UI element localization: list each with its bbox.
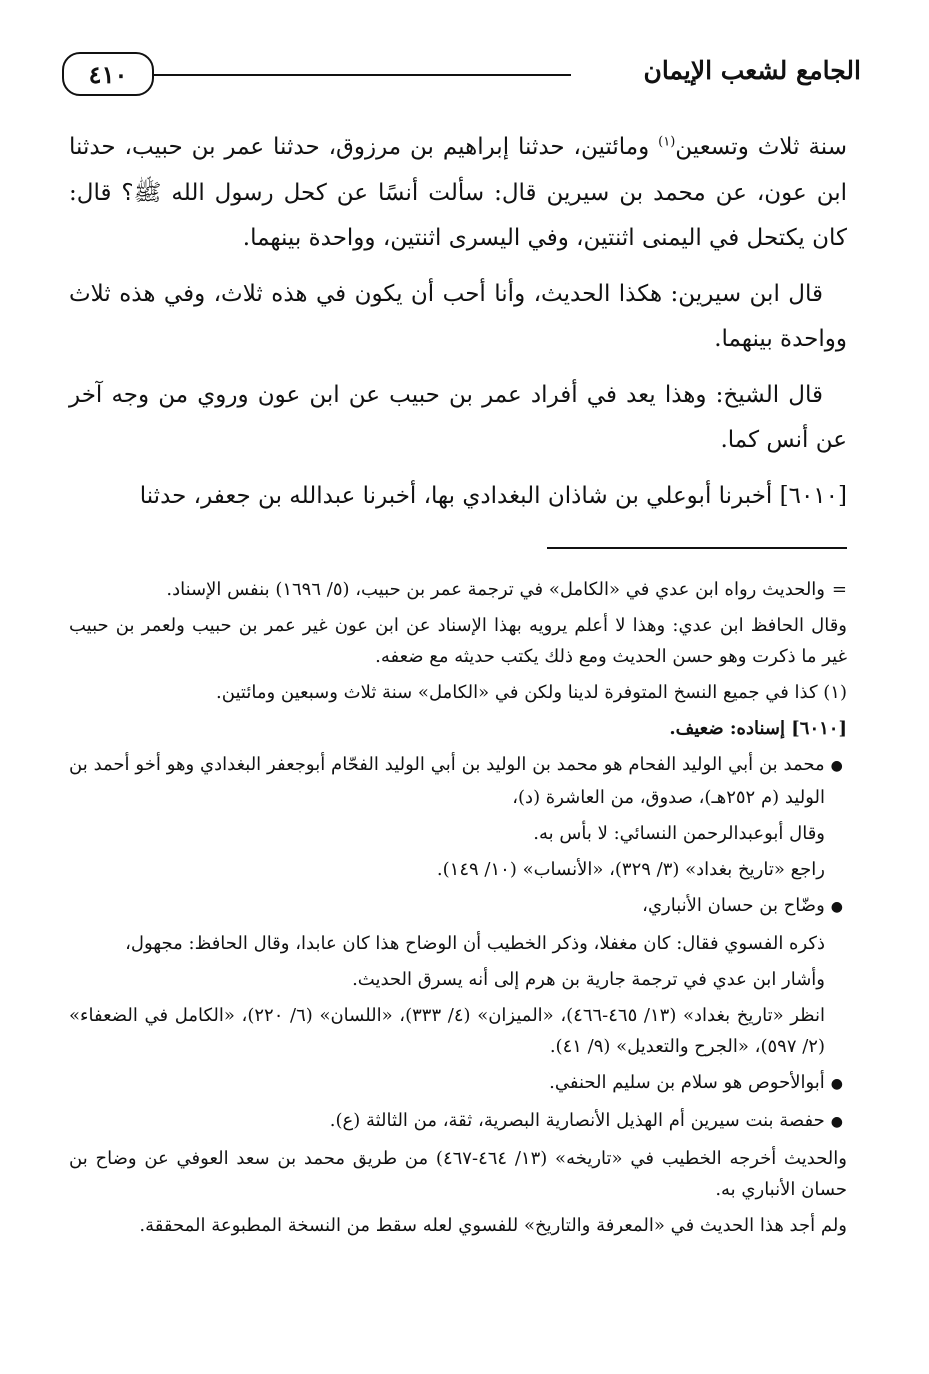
bullet-narrator-2 — [69, 890, 847, 923]
bullet-icon: ● — [830, 899, 843, 915]
continuation-mark: = — [831, 579, 847, 600]
narrator-1-line-3: راجع «تاريخ بغداد» (٣/ ٣٢٩)، «الأنساب» (١٠/ ١٤٩). — [436, 859, 825, 880]
bullet-narrator-1 — [69, 749, 847, 813]
narrator-2-line-4: انظر «تاريخ بغداد» (١٣/ ٤٦٥-٤٦٦)، «الميزان» (٤/ ٣٣٣)، «اللسان» (٦/ ٢٢٠)، «الكامل في الضعفاء» (٢/ ٥٩٧)، «الجرح والتعديل» (٩/ ٤١). — [69, 1005, 825, 1057]
para1-rest: ومائتين، حدثنا إبراهيم بن مرزوق، حدثنا عمر بن حبيب، حدثنا ابن عون، عن محمد بن سيرين قال: سألت أنسًا عن كحل رسول الله ﷺ؟ قال: كان يكتحل في اليمنى اثنتين، وفي اليسرى اثنتين، وواحدة بينهما. — [69, 134, 847, 251]
bullet-icon: ● — [830, 1114, 843, 1130]
page-number: ٤١٠ — [62, 52, 154, 96]
bullet-text: حفصة بنت سيرين أم الهذيل الأنصارية البصرية، ثقة، من الثالثة (ع). — [329, 1110, 825, 1131]
bullet-text: أبوالأحوص هو سلام بن سليم الحنفي. — [549, 1072, 825, 1093]
continuation-text: والحديث رواه ابن عدي في «الكامل» في ترجمة عمر بن حبيب، (٥/ ١٦٩٦) بنفس الإسناد. — [166, 579, 825, 600]
paragraph-2: قال ابن سيرين: هكذا الحديث، وأنا أحب أن يكون في هذه ثلاث، وفي هذه ثلاث وواحدة بينهما. — [69, 280, 847, 352]
para1-start: سنة ثلاث وتسعين — [675, 134, 847, 160]
bullet-narrator-4 — [69, 1105, 847, 1138]
bullet-text: وضّاح بن حسان الأنباري، — [642, 895, 825, 916]
isnad-text: إسناده: ضعيف. — [669, 718, 792, 739]
footnote-marker-1: (١) — [658, 134, 676, 150]
final-note-1: والحديث أخرجه الخطيب في «تاريخه» (١٣/ ٤٦٤-٤٦٧) من طريق محمد بن سعد العوفي عن وضاح بن حسان الأنباري به. — [69, 1148, 847, 1200]
footnote-separator — [547, 547, 847, 549]
bullet-icon: ● — [830, 1076, 843, 1092]
bullet-icon: ● — [830, 758, 844, 774]
footnotes — [69, 574, 847, 1246]
header-rule — [153, 74, 571, 76]
narrator-2-line-3: وأشار ابن عدي في ترجمة جارية بن هرم إلى أنه يسرق الحديث. — [352, 969, 825, 990]
narrator-2-line-2: ذكره الفسوي فقال: كان مغفلا، وذكر الخطيب أن الوضاح هذا كان عابدا، وقال الحافظ: مجهول، — [125, 933, 825, 954]
main-text — [69, 125, 847, 529]
paragraph-4: [٦٠١٠] أخبرنا أبوعلي بن شاذان البغدادي بها، أخبرنا عبدالله بن جعفر، حدثنا — [139, 482, 847, 509]
bullet-text: محمد بن أبي الوليد الفحام هو محمد بن الوليد بن أبي الوليد الفحّام أبوجعفر البغدادي وهو أخو أحمد بن الوليد (م ٢٥٢هـ)، صدوق، من العاشرة (د)، — [69, 754, 825, 808]
isnad-note — [69, 713, 847, 744]
paragraph-3: قال الشيخ: وهذا يعد في أفراد عمر بن حبيب عن ابن عون وروي من وجه آخر عن أنس كما. — [69, 381, 847, 453]
narrator-1-line-2: وقال أبوعبدالرحمن النسائي: لا بأس به. — [533, 823, 825, 844]
book-title: الجامع لشعب الإيمان — [643, 56, 861, 85]
isnad-ref: [٦٠١٠] — [791, 718, 847, 739]
final-note-2: ولم أجد هذا الحديث في «المعرفة والتاريخ» للفسوي لعله سقط من النسخة المطبوعة المحققة. — [139, 1215, 847, 1236]
footnote-continuation — [69, 574, 847, 605]
ibn-adi-quote: وقال الحافظ ابن عدي: وهذا لا أعلم يرويه بهذا الإسناد عن ابن عون غير عمر بن حبيب ولعمر بن حبيب غير ما ذكرت وهو حسن الحديث ومع ذلك يكتب حديثه مع ضعفه. — [69, 615, 847, 667]
paragraph-1 — [69, 125, 847, 262]
footnote-1: (١) كذا في جميع النسخ المتوفرة لدينا ولكن في «الكامل» سنة ثلاث وسبعين ومائتين. — [216, 682, 847, 703]
running-header — [62, 48, 861, 104]
bullet-narrator-3 — [69, 1067, 847, 1100]
